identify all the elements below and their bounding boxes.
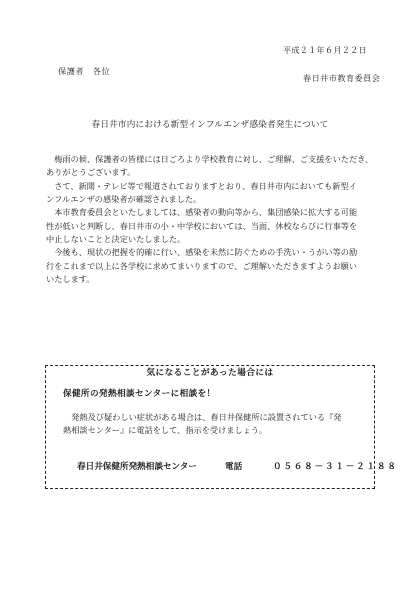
notice-box-title: 気になることがあった場合には xyxy=(136,368,283,378)
notice-box xyxy=(45,365,398,489)
paragraph xyxy=(46,180,382,206)
sender: 春日井市教育委員会 xyxy=(303,73,381,83)
issue-date: 平成２１年６月２２日 xyxy=(283,45,367,55)
text-line: いたします。 xyxy=(46,273,95,284)
text-line: 今後も、現状の把握を的確に行い、感染を未然に防ぐための手洗い・うがい等の励 xyxy=(46,247,358,258)
text-line: 発熱及び疑わしい症状がある場合は、春日井保健所に設置されている『発 xyxy=(63,412,342,422)
phone-label: 電話 xyxy=(225,462,243,472)
text-line: ンフルエンザの感染者が確認されました。 xyxy=(46,193,202,204)
notice-box-title-wrap xyxy=(46,360,374,379)
text-line: 本市教育委員会といたしましては、感染者の動向等から、集団感染に拡大する可能 xyxy=(46,207,358,218)
text-line: ありがとうございます。 xyxy=(46,167,136,178)
contact-name: 春日井保健所発熱相談センター xyxy=(77,462,197,472)
text-line: 熱相談センター』に電話をして、指示を受けましょう。 xyxy=(63,425,268,436)
document-title: 春日井市内における新型インフルエンザ感染者発生について xyxy=(91,120,329,130)
text-line: 中止しないことと決定いたしました。 xyxy=(46,233,186,244)
paragraph xyxy=(46,246,382,286)
text-line: 性が低いと判断し、春日井市の小・中学校においては、当面、休校ならびに行事等を xyxy=(46,220,358,231)
text-line: 行をこれまで以上に各学校に求めてまいりますので、ご理解いただきますようお願い xyxy=(46,260,357,271)
notice-text xyxy=(63,411,363,437)
paragraph xyxy=(46,206,382,246)
body-text xyxy=(46,153,382,286)
text-line: さて、新聞・テレビ等で報道されておりますとおり、春日井市内においても新型イ xyxy=(46,180,357,191)
phone-number: ０５６８－３１－２１８８ xyxy=(273,462,398,472)
text-line: 梅雨の候、保護者の皆様には日ごろより学校教育に対し、ご理解、ご支援をいただき、 xyxy=(46,154,374,164)
paragraph xyxy=(46,153,382,179)
contact-line xyxy=(77,460,398,472)
notice-heading: 保健所の発熱相談センターに相談を！ xyxy=(63,389,216,399)
recipient: 保護者 各位 xyxy=(58,66,111,76)
